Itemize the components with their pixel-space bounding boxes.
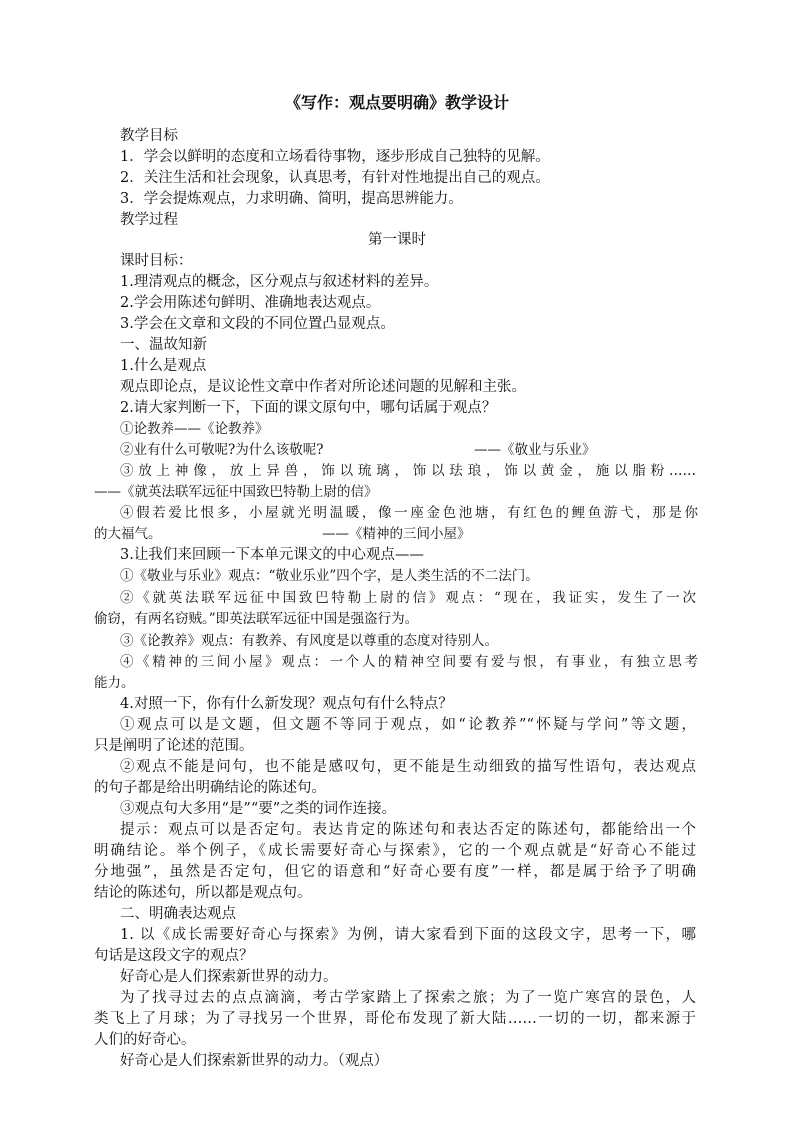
viewpoint-line: ②《就英法联军远征中国致巴特勒上尉的信》观点：“现在，我证实，发生了一次 (120, 590, 696, 606)
quote-line: ①论教养——《论教养》 (120, 421, 269, 437)
paragraph-line: 的句子都是给出明确结论的陈述句。 (94, 780, 326, 796)
document-title: 《写作：观点要明确》教学设计 (284, 93, 509, 112)
paragraph-line: ③观点句大多用“是”“要”之类的词作连接。 (120, 801, 397, 817)
quote-source: ——《敬业与乐业》 (474, 442, 596, 458)
tip-line: 结论的陈述句，所以都是观点句。 (94, 885, 312, 901)
paragraph-line: ②观点不能是问句，也不能是感叹句，更不能是生动细致的描写性语句，表达观点 (120, 759, 696, 775)
quote-line: ③放上神像，放上异兽，饰以琉璃，饰以珐琅，饰以黄金，施以脂粉…… (120, 463, 696, 479)
quote-line: 的大福气。 (94, 526, 162, 542)
objective-1: 1．学会以鲜明的态度和立场看待事物，逐步形成自己独特的见解。 (120, 149, 550, 165)
example-line: 好奇心是人们探索新世界的动力。 (120, 969, 338, 985)
lesson-goals-label: 课时目标： (120, 253, 193, 269)
objective-3: 3．学会提炼观点，力求明确、简明，提高思辨能力。 (120, 191, 463, 207)
question-line: 1. 以《成长需要好奇心与探索》为例，请大家看到下面的这段文字，思考一下，哪 (120, 927, 696, 943)
tip-line: 明确结论。举个例子，《成长需要好奇心与探索》，它的一个观点就是“好奇心不能过 (94, 843, 696, 859)
tip-line: 提示：观点可以是否定句。表达肯定的陈述句和表达否定的陈述句，都能给出一个 (120, 822, 696, 838)
quote-source: ——《精神的三间小屋》 (322, 526, 471, 542)
paragraph-line: 只是阐明了论述的范围。 (94, 738, 254, 754)
tip-line: 分地强”，虽然是否定句，但它的语意和“好奇心要有度”一样，都是属于给予了明确 (94, 864, 696, 880)
example-line: 人们的好奇心。 (94, 1032, 196, 1048)
viewpoint-line: ④《精神的三间小屋》观点：一个人的精神空间要有爱与恨，有事业，有独立思考 (120, 654, 698, 670)
section-heading-1: 一、温故知新 (120, 337, 207, 353)
heading-objectives: 教学目标 (120, 128, 178, 144)
question-line: 4.对照一下，你有什么新发现？观点句有什么特点？ (120, 696, 453, 712)
lesson-goal-3: 3.学会在文章和文段的不同位置凸显观点。 (120, 316, 395, 332)
quote-line: ②业有什么可敬呢?为什么该敬呢? (120, 442, 324, 458)
viewpoint-line: ①《敬业与乐业》观点：“敬业乐业”四个字，是人类生活的不二法门。 (120, 568, 539, 584)
viewpoint-line: 偷窃，有两名窃贼。”即英法联军远征中国是强盗行为。 (94, 611, 419, 627)
lesson-goal-1: 1.理清观点的概念，区分观点与叙述材料的差异。 (120, 274, 439, 290)
paragraph-line: ①观点可以是文题，但文题不等同于观点，如“论教养”“怀疑与学问”等文题， (120, 717, 696, 733)
viewpoint-line: ③《论教养》观点：有教养、有风度是以尊重的态度对待别人。 (120, 633, 498, 649)
section-heading-2: 二、明确表达观点 (120, 906, 236, 922)
subheading-what-is-viewpoint: 1.什么是观点 (120, 358, 207, 374)
example-line: 好奇心是人们探索新世界的动力。（观点） (120, 1053, 389, 1069)
lesson-goal-2: 2.学会用陈述句鲜明、准确地表达观点。 (120, 295, 381, 311)
lesson-heading: 第一课时 (368, 232, 426, 248)
paragraph-line: 观点即论点，是议论性文章中作者对所论述问题的见解和主张。 (120, 379, 526, 395)
question-line: 句话是这段文字的观点？ (94, 948, 254, 964)
question-line: 2.请大家判断一下，下面的课文原句中，哪句话属于观点？ (120, 400, 497, 416)
heading-process: 教学过程 (120, 212, 178, 228)
example-line: 类飞上了月球；为了寻找另一个世界，哥伦布发现了新大陆……一切的一切，都来源于 (94, 1011, 696, 1027)
quote-line: ④假若爱比恨多，小屋就光明温暖，像一座金色池塘，有红色的鲤鱼游弋，那是你 (120, 505, 698, 521)
quote-source: ——《就英法联军远征中国致巴特勒上尉的信》 (94, 484, 378, 500)
example-line: 为了找寻过去的点点滴滴，考古学家踏上了探索之旅；为了一览广寒宫的景色，人 (120, 990, 696, 1006)
objective-2: 2．关注生活和社会现象，认真思考，有针对性地提出自己的观点。 (120, 170, 550, 186)
viewpoint-line: 能力。 (94, 675, 135, 691)
paragraph-line: 3.让我们来回顾一下本单元课文的中心观点—— (120, 547, 424, 563)
